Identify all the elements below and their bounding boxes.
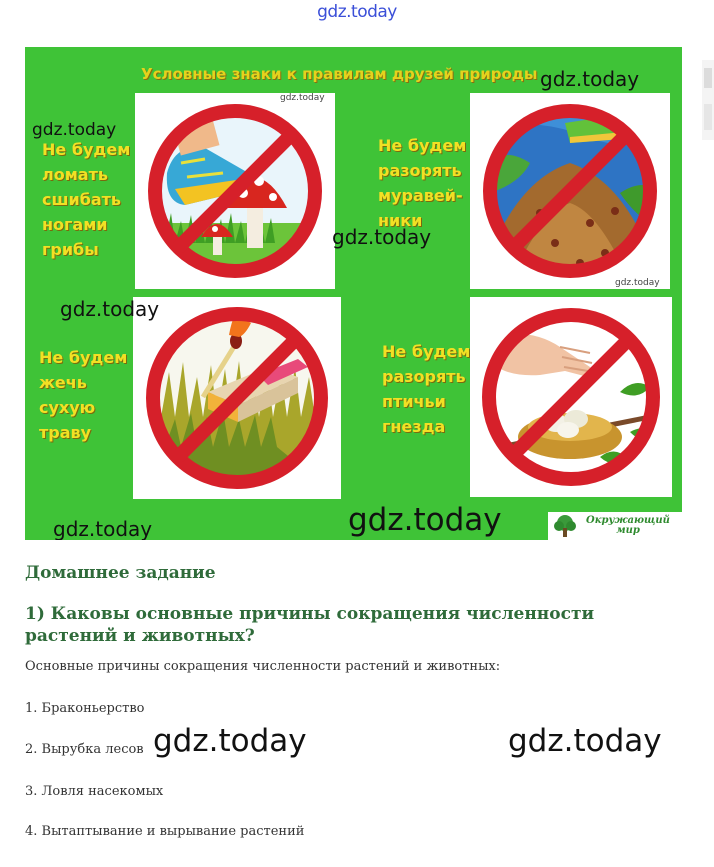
rule-line: разорять [378, 161, 462, 180]
list-item: 2. Вырубка лесов [25, 742, 144, 757]
homework-heading: Домашнее задание [25, 563, 216, 583]
rule-line: Не будем [42, 140, 131, 159]
panel-anthill [470, 93, 670, 289]
rule-text-anthill [378, 133, 466, 233]
watermark: gdz.today [280, 93, 325, 103]
rule-line: ломать [42, 165, 108, 184]
panel-nest [470, 297, 672, 497]
rule-line: Не будем [39, 348, 128, 367]
watermark: gdz.today [332, 225, 432, 249]
rule-line: траву [39, 423, 92, 442]
no-nest-ruining-icon [470, 297, 672, 497]
answer-intro: Основные причины сокращения численности растений и животных: [25, 659, 501, 674]
rule-line: жечь [39, 373, 87, 392]
rule-line: сшибать [42, 190, 122, 209]
rule-line: сухую [39, 398, 96, 417]
poster-title: Условные знаки к правилам друзей природы [141, 65, 538, 83]
rule-line: птичьи [382, 392, 446, 411]
rule-line: Не будем [378, 136, 467, 155]
watermark: gdz.today [540, 67, 640, 91]
watermark: gdz.today [348, 502, 502, 538]
watermark: gdz.today [32, 120, 117, 140]
watermark: gdz.today [153, 723, 307, 759]
rule-line: гнезда [382, 417, 446, 436]
no-mushroom-kicking-icon [135, 93, 335, 289]
rule-text-nest [382, 339, 470, 439]
site-logo[interactable]: gdz.today [317, 2, 397, 22]
list-item: 4. Вытаптывание и вырывание растений [25, 824, 305, 839]
panel-grass [133, 297, 341, 499]
watermark: gdz.today [53, 517, 153, 540]
rule-text-mushrooms [42, 137, 130, 262]
list-item: 1. Браконьерство [25, 701, 145, 716]
rule-line: разорять [382, 367, 466, 386]
brand-badge [548, 512, 682, 540]
no-anthill-destroying-icon [470, 93, 670, 289]
side-image-fragment [700, 60, 714, 140]
question-heading: 1) Каковы основные причины сокращения численности растений и животных? [25, 604, 595, 646]
watermark: gdz.today [60, 297, 160, 321]
brand-text [578, 516, 678, 536]
rule-line: ногами [42, 215, 108, 234]
rule-line: муравей- [378, 186, 463, 205]
tree-logo-icon [552, 514, 578, 538]
rule-line: грибы [42, 240, 99, 259]
brand-line: мир [616, 525, 640, 536]
watermark: gdz.today [508, 723, 662, 759]
brand-line: Окружающий [586, 515, 670, 526]
rule-line: Не будем [382, 342, 471, 361]
watermark: gdz.today [615, 278, 660, 288]
no-grass-burning-icon [133, 297, 341, 499]
rule-line: ники [378, 211, 423, 230]
list-item: 3. Ловля насекомых [25, 784, 164, 799]
rule-text-grass [39, 345, 127, 445]
nature-rules-poster [25, 47, 682, 540]
panel-mushrooms [135, 93, 335, 289]
